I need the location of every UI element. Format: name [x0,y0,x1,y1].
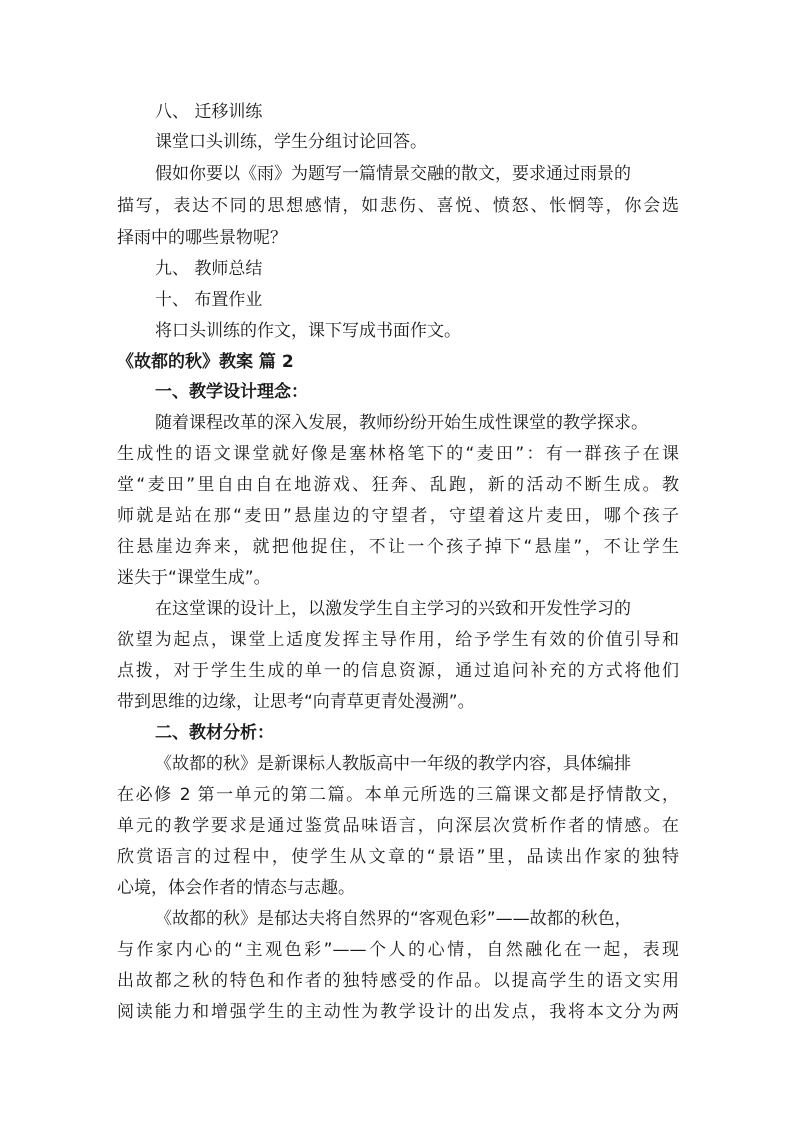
paragraph-text: 带到思维的边缘，让思考“向青草更青处漫溯”。 [117,692,475,712]
paragraph-text: 出故都之秋的特色和作者的独特感受的作品。以提高学生的语文实用 [117,971,679,991]
paragraph-text: 在必修 2 第一单元的第二篇。本单元所选的三篇课文都是抒情散文， [117,785,679,805]
paragraph-text: 心境，体会作者的情态与志趣。 [117,878,355,898]
paragraph-text: 课堂口头训练，学生分组讨论回答。 [155,132,427,152]
section-title: 《故都的秋》教案 篇 2 [117,352,294,372]
paragraph-text: 师就是站在那“麦田”悬崖边的守望者，守望着这片麦田，哪个孩子 [117,506,679,526]
paragraph-text: 单元的教学要求是通过鉴赏品味语言，向深层次赏析作者的情感。在 [117,816,679,836]
paragraph-text: 欣赏语言的过程中，使学生从文章的“景语”里，品读出作家的独特 [117,847,679,867]
paragraph-text: 往悬崖边奔来，就把他捉住，不让一个孩子掉下“悬崖”，不让学生 [117,537,679,557]
paragraph-text: 欲望为起点，课堂上适度发挥主导作用，给予学生有效的价值引导和 [117,630,679,650]
paragraph-text: 随着课程改革的深入发展，教师纷纷开始生成性课堂的教学探求。 [155,413,648,433]
paragraph-text: 与作家内心的“主观色彩”——个人的心情，自然融化在一起，表现 [117,940,679,960]
paragraph-text: 描写，表达不同的思想感情，如悲伤、喜悦、愤怒、怅惘等，你会选 [117,196,679,216]
paragraph-text: 假如你要以《雨》为题写一篇情景交融的散文，要求通过雨景的 [155,164,631,184]
heading-material-analysis: 二、教材分析： [155,723,274,743]
paragraph-text: 生成性的语文课堂就好像是塞林格笔下的“麦田”：有一群孩子在课 [117,444,679,464]
paragraph-text: 在这堂课的设计上，以激发学生自主学习的兴致和开发性学习的 [155,599,631,619]
paragraph-text: 堂“麦田”里自由自在地游戏、狂奔、乱跑，新的活动不断生成。教 [117,475,679,495]
paragraph-text: 将口头训练的作文，课下写成书面作文。 [155,321,461,341]
paragraph-text: 点拨，对于学生生成的单一的信息资源，通过追问补充的方式将他们 [117,661,679,681]
heading-teacher-summary: 九、 教师总结 [155,259,263,279]
heading-homework: 十、 布置作业 [155,290,263,310]
paragraph-text: 《故都的秋》是郁达夫将自然界的“客观色彩”——故都的秋色， [155,909,632,929]
paragraph-text: 迷失于“课堂生成”。 [117,568,271,588]
paragraph-text: 《故都的秋》是新课标人教版高中一年级的教学内容，具体编排 [155,754,631,774]
heading-design-concept: 一、教学设计理念： [155,382,308,402]
paragraph-text: 择雨中的哪些景物呢？ [117,228,287,248]
heading-transfer-training: 八、 迁移训练 [155,102,263,122]
paragraph-text: 阅读能力和增强学生的主动性为教学设计的出发点，我将本文分为两 [117,1002,679,1022]
